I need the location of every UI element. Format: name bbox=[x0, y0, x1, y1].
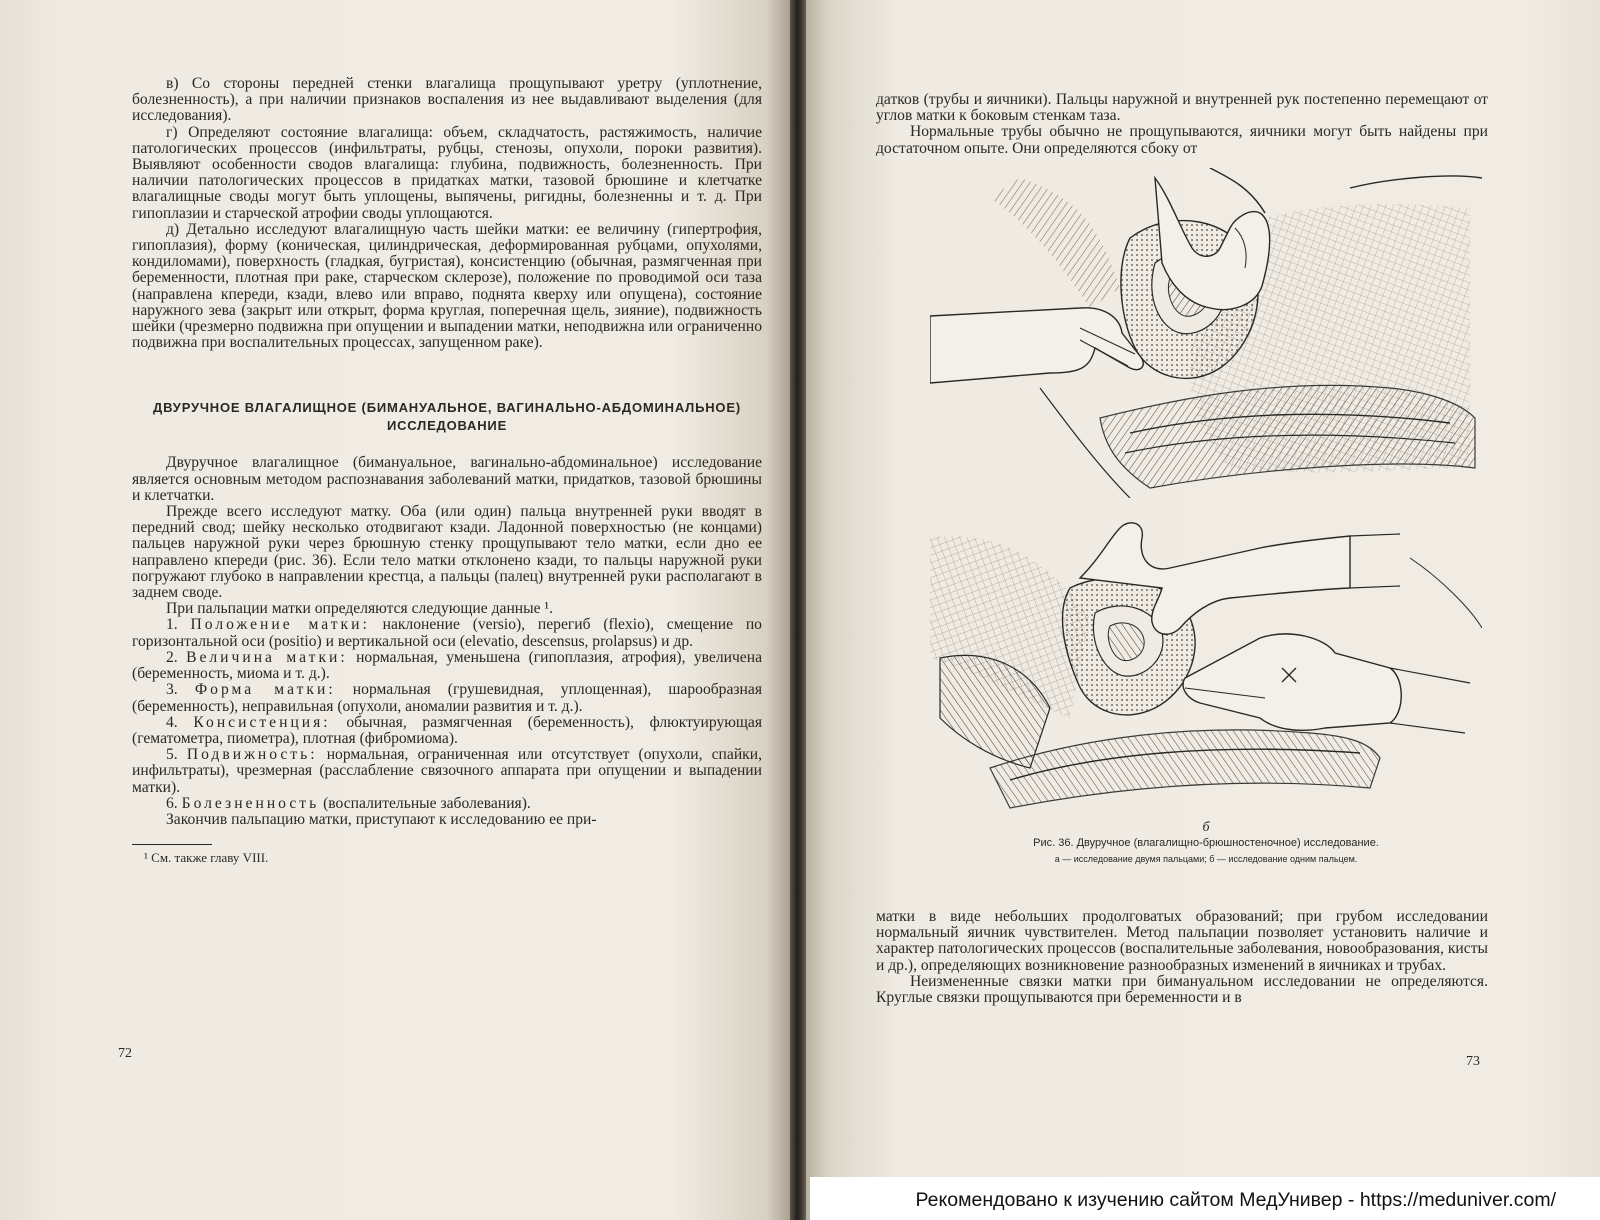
page-number-right: 73 bbox=[1466, 1054, 1480, 1069]
paragraph-intro: Двуручное влагалищное (бимануальное, вагинально-абдоминальное) исследование является основным методом распознавания заболеваний матки, придатков, тазовой брюшины и клетчатки. bbox=[132, 454, 762, 504]
page-number-left: 72 bbox=[118, 1046, 132, 1061]
list-item-tenderness: 6. Болезненность (воспалительные заболевания). bbox=[166, 794, 531, 812]
figure-caption: Рис. 36. Двуручное (влагалищно-брюшностеночное) исследование. bbox=[1033, 837, 1379, 849]
book-gutter bbox=[790, 0, 806, 1220]
figure-label-b: б bbox=[1202, 820, 1210, 835]
paragraph-d: д) Детально исследуют влагалищную часть шейки матки: ее величину (гипертрофия, гипоплазия), форму (коническая, цилиндрическая, деформированная рубцами, опухолями, кондиломами), поверхность (гладкая, бугристая), консистенцию (обычная, размягченная при беременности, плотная при раке, старческом склерозе), положение по проводимой оси таза (направлена кпереди, кзади, влево или вправо, поднята кверху или опущена), состояние наружного зева (закрыт или открыт, форма круглая, поперечная щель, зияние), подвижность шейки (чрезмерно подвижна при опущении и выпадении матки, неподвижна или ограниченно подвижна при воспалительных процессах, запущенном раке). bbox=[132, 220, 762, 352]
right-page-text-bottom bbox=[876, 909, 1488, 1006]
footnote-divider bbox=[132, 844, 212, 845]
left-page bbox=[0, 0, 790, 1220]
paragraph-closing: Закончив пальпацию матки, приступают к исследованию ее при- bbox=[166, 810, 597, 828]
right-page-text-top bbox=[876, 92, 1488, 157]
list-item-consistency: 4. Консистенция: обычная, размягченная (беременность), флюктуирующая (гематометра, пиометра), плотная (фибромиома). bbox=[132, 713, 763, 747]
list-item-shape: 3. Форма матки: нормальная (грушевидная, уплощенная), шарообразная (беременность), неправильная (опухоли, аномалии развития и т. д.). bbox=[132, 681, 762, 715]
paragraph-palpation: При пальпации матки определяются следующие данные ¹. bbox=[166, 600, 554, 618]
right-page bbox=[806, 0, 1600, 1220]
section-heading: ДВУРУЧНОЕ ВЛАГАЛИЩНОЕ (БИМАНУАЛЬНОЕ, ВАГИНАЛЬНО-АБДОМИНАЛЬНОЕ) ИССЛЕДОВАНИЕ bbox=[153, 400, 741, 434]
paragraph-method: Прежде всего исследуют матку. Оба (или один) пальца внутренней руки вводят в передний свод; шейку несколько отодвигают кзади. Ладонной поверхностью (не концами) пальцев наружной руки через брюшную стенку прощупывают тело матки, если дно ее направлено кпереди (рис. 36). Если тело матки отклонено кзади, то пальцы наружной руки погружают глубоко в направлении крестца, а пальцы (палец) внутренней руки располагают в заднем своде. bbox=[132, 503, 762, 602]
paragraph-adnexa: датков (трубы и яичники). Пальцы наружной и внутренней рук постепенно перемещают от углов матки к боковым стенкам таза. bbox=[876, 91, 1488, 125]
list-item-mobility: 5. Подвижность: нормальная, ограниченная или отсутствует (опухоли, спайки, инфильтраты), чрезмерная (расслабление связочного аппарата при опущении и выпадении матки). bbox=[132, 746, 762, 796]
paragraph-tubes: Нормальные трубы обычно не прощупываются, яичники могут быть найдены при достаточном опыте. Они определяются сбоку от bbox=[876, 123, 1488, 157]
footnote: ¹ См. также главу VIII. bbox=[144, 850, 269, 866]
illustration-one-finger-exam bbox=[930, 518, 1482, 818]
watermark-bar bbox=[0, 1177, 1600, 1220]
paragraph-g: г) Определяют состояние влагалища: объем, складчатость, растяжимость, наличие патологических процессов (инфильтраты, рубцы, стенозы, опухоли, пороки развития). Выявляют особенности сводов влагалища: глубина, подвижность, болезненность. При наличии патологических процессов в придатках матки, тазовой брюшине и клетчатке влагалищные своды могут быть уплощены, выпячены, ригидны, болезненны и т. д. При гипоплазии и старческой атрофии своды уплощаются. bbox=[132, 123, 762, 222]
illustration-two-finger-exam bbox=[930, 168, 1482, 498]
figure-36 bbox=[930, 168, 1482, 864]
list-item-position: 1. Положение матки: наклонение (versio), перегиб (flexio), смещение по горизонтальной оси (positio) и вертикальной оси (elevatio, descensus, prolapsus) и др. bbox=[132, 616, 762, 650]
watermark-text: Рекомендовано к изучению сайтом МедУнивер - https://meduniver.com/ bbox=[915, 1189, 1556, 1211]
figure-legend: а — исследование двумя пальцами; б — исследование одним пальцем. bbox=[1054, 854, 1358, 864]
paragraph-v: в) Со стороны передней стенки влагалища прощупывают уретру (уплотнение, болезненность), а при наличии признаков воспаления из нее выдавливают выделения (для исследования). bbox=[132, 75, 762, 125]
left-page-text bbox=[132, 76, 762, 866]
paragraph-ligaments: Неизмененные связки матки при бимануальном исследовании не определяются. Круглые связки прощупываются при беременности и в bbox=[876, 972, 1488, 1007]
list-item-size: 2. Величина матки: нормальная, уменьшена (гипоплазия, атрофия), увеличена (беременность, миома и т. д.). bbox=[132, 648, 762, 683]
paragraph-ovaries: матки в виде небольших продолговатых образований; при грубом исследовании нормальный яичник чувствителен. Метод пальпации позволяет установить наличие и характер патологических процессов (воспалительные заболевания, новообразования, кисты и др.), определяющих возникновение разнообразных изменений в яичниках и трубах. bbox=[876, 908, 1488, 974]
